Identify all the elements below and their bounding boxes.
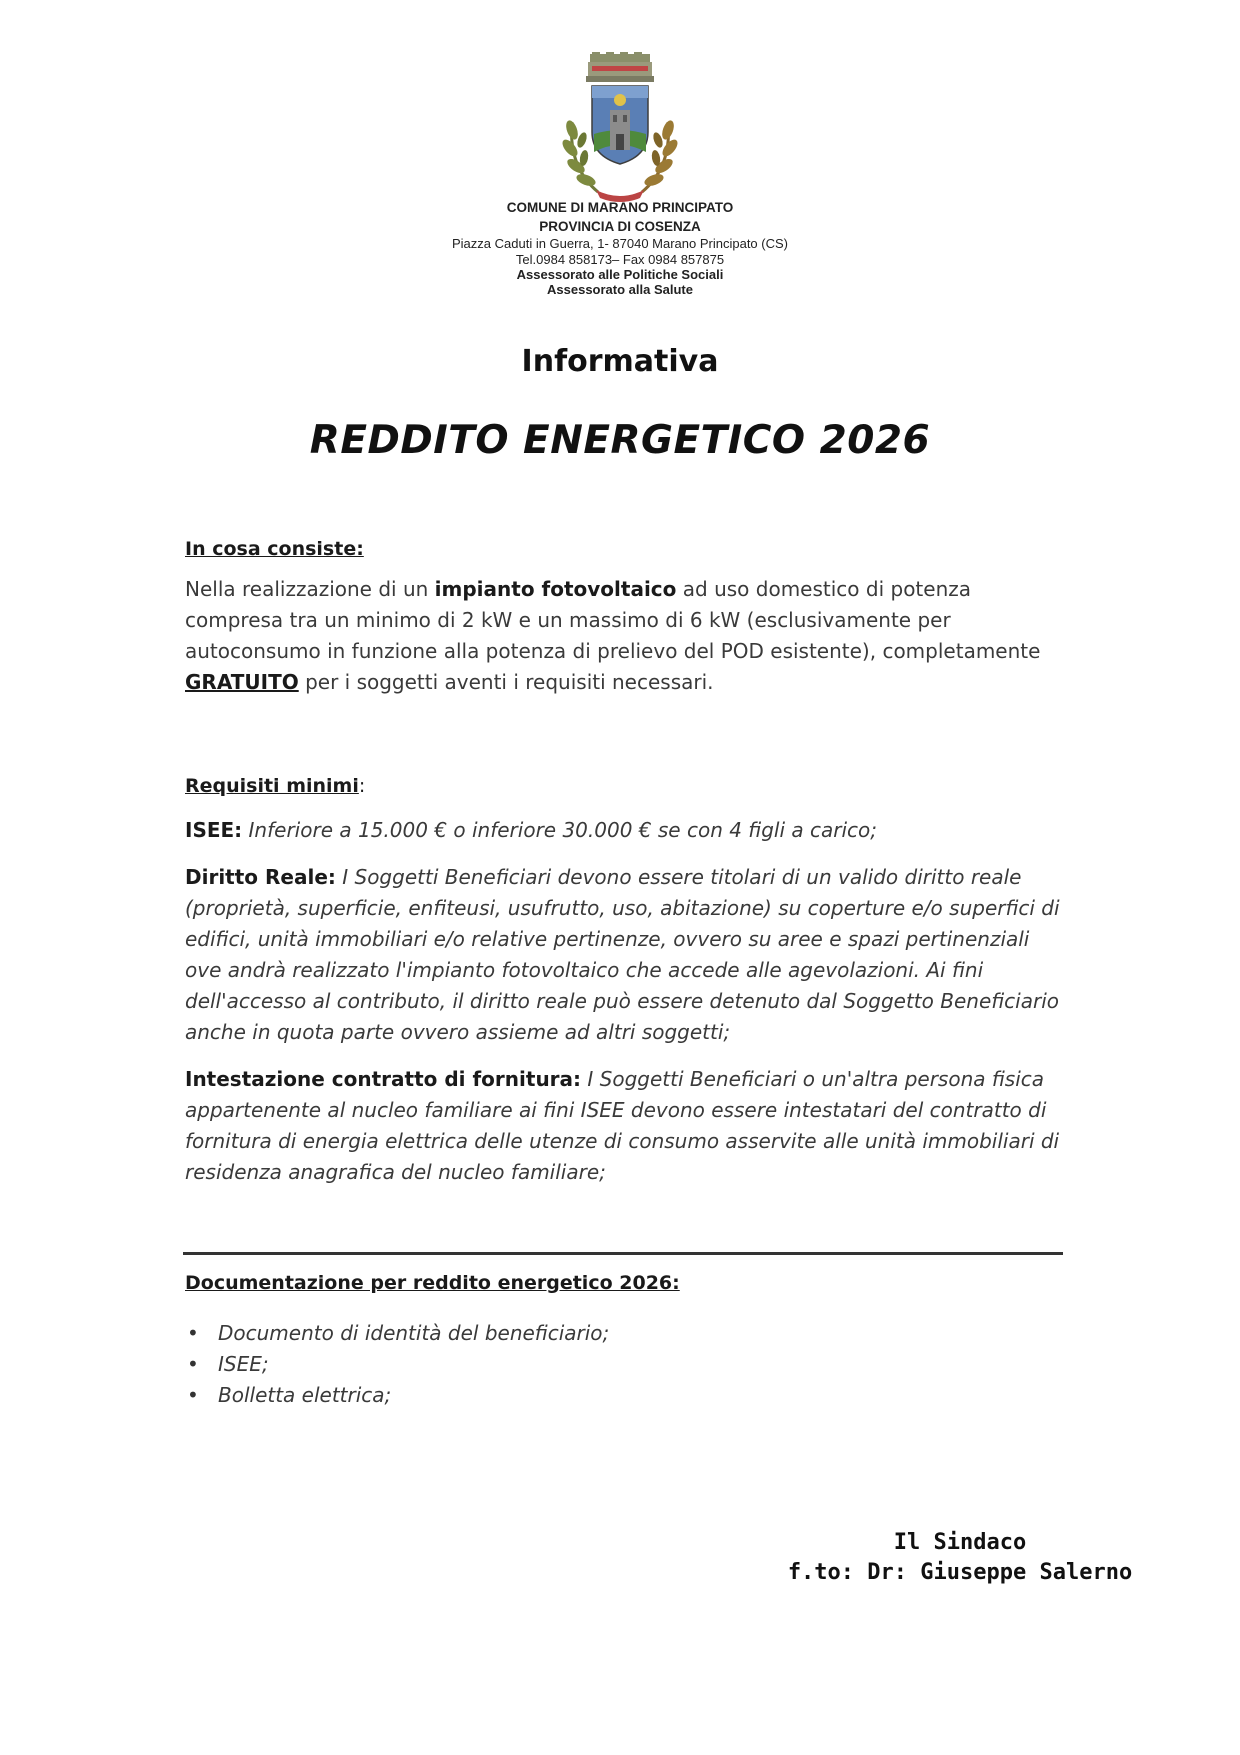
divider: [183, 1252, 1063, 1255]
municipal-crest-icon: [558, 52, 682, 202]
list-item: • Bolletta elettrica;: [187, 1383, 392, 1407]
requirement-isee: ISEE: Inferiore a 15.000 € o inferiore 30.000 € se con 4 figli a carico;: [185, 818, 878, 842]
section-heading: In cosa consiste:: [185, 538, 364, 560]
section-documentation: [185, 1272, 1065, 1411]
requirement-diritto-reale: Diritto Reale: I Soggetti Beneficiari devono essere titolari di un valido diritto reale (proprietà, superficie, enfiteusi, usufrutto, uso, abitazione) su coperture e/o superfici di edifici, unità immobiliari e/o relative pertinenze, ovvero su aree e spazi pertinenziali ove andrà realizzato l'impianto fotovoltaico che accede alle agevolazioni. Ai fini dell'accesso al contributo, il diritto reale può essere detenuto dal Soggetto Beneficiario anche in quota parte ovvero assieme ad altri soggetti;: [185, 865, 1060, 1044]
section-heading: Requisiti minimi:: [185, 775, 366, 797]
requirement-intestazione: Intestazione contratto di fornitura: I Soggetti Beneficiari o un'altra persona fisica appartenente al nucleo familiare ai fini ISEE devono essere intestatari del contratto di fornitura di energia elettrica delle utenze di consumo asservite alle unità immobiliari di residenza anagrafica del nucleo familiare;: [185, 1067, 1060, 1184]
signature-role: Il Sindaco: [893, 1530, 1027, 1555]
section-requirements: [185, 775, 1065, 1188]
list-item: • Documento di identità del beneficiario;: [187, 1321, 610, 1345]
document-title: REDDITO ENERGETICO 2026: [309, 418, 931, 463]
office-health: Assessorato alla Salute: [547, 282, 693, 297]
signature-block: [760, 1528, 1160, 1588]
provincia-name: PROVINCIA DI COSENZA: [539, 219, 701, 234]
address: Piazza Caduti in Guerra, 1- 87040 Marano Principato (CS): [452, 236, 788, 251]
comune-name: COMUNE DI MARANO PRINCIPATO: [506, 200, 734, 215]
office-social: Assessorato alle Politiche Sociali: [516, 267, 724, 282]
section-description: [185, 538, 1065, 698]
signature-name: f.to: Dr: Giuseppe Salerno: [787, 1560, 1133, 1585]
section-heading: Documentazione per reddito energetico 2026:: [185, 1272, 680, 1294]
document-type: Informativa: [521, 344, 719, 379]
list-item: • ISEE;: [187, 1352, 269, 1376]
contacts: Tel.0984 858173– Fax 0984 857875: [515, 252, 725, 267]
documents-list: [185, 1318, 1065, 1411]
letterhead: [0, 198, 1240, 297]
description-text: Nella realizzazione di un impianto fotovoltaico ad uso domestico di potenza compresa tra un minimo di 2 kW e un massimo di 6 kW (esclusivamente per autoconsumo in funzione alla potenza di prelievo del POD esistente), completamente GRATUITO per i soggetti aventi i requisiti necessari.: [185, 577, 1041, 694]
